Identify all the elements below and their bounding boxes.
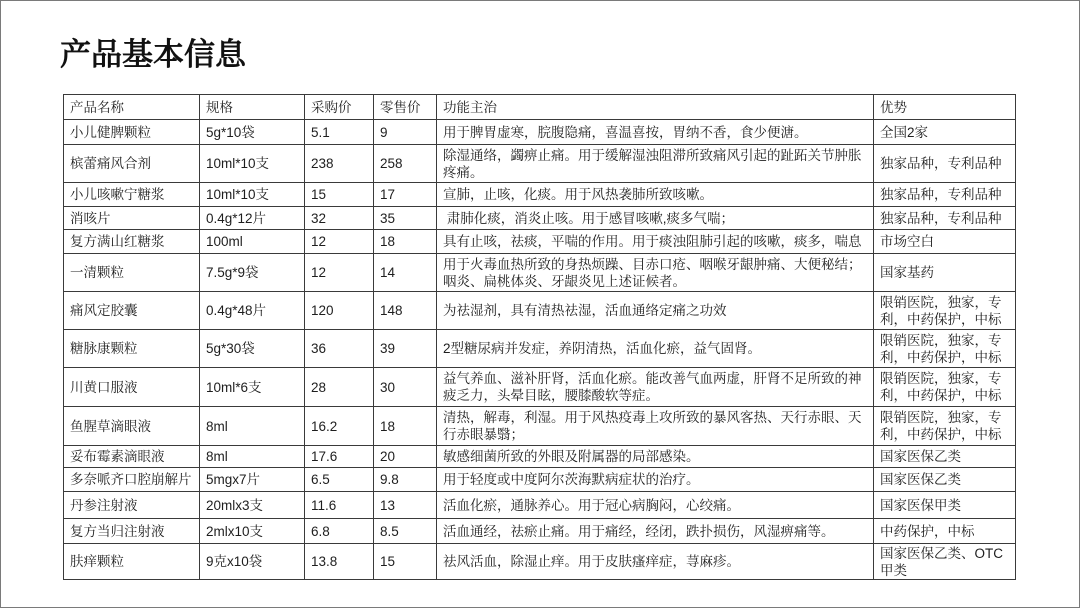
cell-purchase-price: 16.2: [305, 407, 374, 446]
cell-purchase-price: 238: [305, 145, 374, 183]
cell-spec: 0.4g*48片: [200, 292, 305, 330]
cell-product-name: 小儿健脾颗粒: [64, 120, 200, 145]
table-row: [64, 492, 1016, 519]
cell-advantage: 国家医保乙类: [874, 468, 1016, 492]
cell-spec: 10ml*10支: [200, 183, 305, 207]
cell-product-name: 鱼腥草滴眼液: [64, 407, 200, 446]
table-row: [64, 254, 1016, 292]
cell-purchase-price: 6.8: [305, 519, 374, 544]
cell-function: 用于脾胃虚寒，脘腹隐痛，喜温喜按，胃纳不香，食少便溏。: [437, 120, 874, 145]
cell-product-name: 肤痒颗粒: [64, 544, 200, 580]
cell-product-name: 川黄口服液: [64, 368, 200, 407]
cell-retail-price: 14: [374, 254, 437, 292]
header-purchase-price: 采购价: [305, 95, 374, 120]
cell-product-name: 痛风定胶囊: [64, 292, 200, 330]
cell-function: 肃肺化痰，消炎止咳。用于感冒咳嗽,痰多气喘；: [437, 207, 874, 230]
cell-advantage: 独家品种，专利品种: [874, 183, 1016, 207]
cell-retail-price: 30: [374, 368, 437, 407]
cell-retail-price: 15: [374, 544, 437, 580]
cell-advantage: 独家品种，专利品种: [874, 145, 1016, 183]
cell-purchase-price: 32: [305, 207, 374, 230]
cell-function: 清热，解毒，利湿。用于风热疫毒上攻所致的暴风客热、天行赤眼、天行赤眼暴翳；: [437, 407, 874, 446]
cell-retail-price: 148: [374, 292, 437, 330]
cell-retail-price: 13: [374, 492, 437, 519]
cell-purchase-price: 36: [305, 330, 374, 368]
table-row: [64, 407, 1016, 446]
cell-spec: 10ml*6支: [200, 368, 305, 407]
table-row: [64, 330, 1016, 368]
cell-advantage: 国家医保乙类: [874, 446, 1016, 468]
table-row: [64, 519, 1016, 544]
cell-function: 用于火毒血热所致的身热烦躁、目赤口疮、咽喉牙龈肿痛、大便秘结；咽炎、扁桃体炎、牙龈炎见上述证候者。: [437, 254, 874, 292]
cell-spec: 20mlx3支: [200, 492, 305, 519]
header-function: 功能主治: [437, 95, 874, 120]
cell-product-name: 消咳片: [64, 207, 200, 230]
cell-advantage: 国家基药: [874, 254, 1016, 292]
cell-product-name: 小儿咳嗽宁糖浆: [64, 183, 200, 207]
cell-function: 益气养血、滋补肝肾，活血化瘀。能改善气血两虚，肝肾不足所致的神疲乏力，头晕目眩，腰膝酸软等症。: [437, 368, 874, 407]
cell-retail-price: 35: [374, 207, 437, 230]
cell-purchase-price: 28: [305, 368, 374, 407]
cell-retail-price: 8.5: [374, 519, 437, 544]
cell-product-name: 槟蕾痛风合剂: [64, 145, 200, 183]
cell-product-name: 糖脉康颗粒: [64, 330, 200, 368]
cell-product-name: 一清颗粒: [64, 254, 200, 292]
cell-purchase-price: 5.1: [305, 120, 374, 145]
cell-function: 宣肺，止咳，化痰。用于风热袭肺所致咳嗽。: [437, 183, 874, 207]
cell-spec: 0.4g*12片: [200, 207, 305, 230]
header-spec: 规格: [200, 95, 305, 120]
cell-spec: 5mgx7片: [200, 468, 305, 492]
cell-function: 除湿通络，蠲痹止痛。用于缓解湿浊阻滞所致痛风引起的趾跖关节肿胀疼痛。: [437, 145, 874, 183]
cell-retail-price: 258: [374, 145, 437, 183]
cell-function: 2型糖尿病并发症，养阴清热，活血化瘀，益气固肾。: [437, 330, 874, 368]
cell-advantage: 市场空白: [874, 230, 1016, 254]
cell-advantage: 限销医院，独家，专利，中药保护，中标: [874, 407, 1016, 446]
table-row: [64, 230, 1016, 254]
cell-purchase-price: 12: [305, 254, 374, 292]
cell-function: 为祛湿剂，具有清热祛湿，活血通络定痛之功效: [437, 292, 874, 330]
cell-retail-price: 39: [374, 330, 437, 368]
header-product-name: 产品名称: [64, 95, 200, 120]
table-row: [64, 468, 1016, 492]
cell-advantage: 限销医院，独家，专利，中药保护，中标: [874, 330, 1016, 368]
cell-retail-price: 18: [374, 230, 437, 254]
cell-function: 用于轻度或中度阿尔茨海默病症状的治疗。: [437, 468, 874, 492]
cell-spec: 8ml: [200, 446, 305, 468]
cell-purchase-price: 13.8: [305, 544, 374, 580]
cell-spec: 8ml: [200, 407, 305, 446]
cell-function: 敏感细菌所致的外眼及附属器的局部感染。: [437, 446, 874, 468]
cell-advantage: 国家医保甲类: [874, 492, 1016, 519]
table-row: [64, 544, 1016, 580]
table-row: [64, 368, 1016, 407]
cell-advantage: 国家医保乙类、OTC甲类: [874, 544, 1016, 580]
cell-retail-price: 9: [374, 120, 437, 145]
cell-spec: 7.5g*9袋: [200, 254, 305, 292]
cell-spec: 9克x10袋: [200, 544, 305, 580]
cell-product-name: 妥布霉素滴眼液: [64, 446, 200, 468]
cell-function: 活血通经，祛瘀止痛。用于痛经，经闭，跌扑损伤，风湿痹痛等。: [437, 519, 874, 544]
cell-spec: 5g*30袋: [200, 330, 305, 368]
cell-advantage: 中药保护，中标: [874, 519, 1016, 544]
header-advantage: 优势: [874, 95, 1016, 120]
cell-advantage: 限销医院，独家，专利，中药保护，中标: [874, 292, 1016, 330]
cell-retail-price: 18: [374, 407, 437, 446]
table-row: [64, 207, 1016, 230]
cell-purchase-price: 11.6: [305, 492, 374, 519]
table-row: [64, 120, 1016, 145]
cell-advantage: 全国2家: [874, 120, 1016, 145]
table-header-row: [64, 95, 1016, 120]
page-title: 产品基本信息: [60, 37, 246, 72]
cell-retail-price: 17: [374, 183, 437, 207]
cell-product-name: 复方当归注射液: [64, 519, 200, 544]
product-info-table: [63, 94, 1016, 580]
cell-retail-price: 20: [374, 446, 437, 468]
cell-retail-price: 9.8: [374, 468, 437, 492]
cell-purchase-price: 12: [305, 230, 374, 254]
cell-spec: 100ml: [200, 230, 305, 254]
table-row: [64, 145, 1016, 183]
cell-function: 活血化瘀，通脉养心。用于冠心病胸闷，心绞痛。: [437, 492, 874, 519]
cell-purchase-price: 120: [305, 292, 374, 330]
cell-function: 祛风活血，除湿止痒。用于皮肤瘙痒症，荨麻疹。: [437, 544, 874, 580]
cell-product-name: 丹参注射液: [64, 492, 200, 519]
cell-spec: 5g*10袋: [200, 120, 305, 145]
cell-purchase-price: 6.5: [305, 468, 374, 492]
table-row: [64, 292, 1016, 330]
cell-spec: 2mlx10支: [200, 519, 305, 544]
table-row: [64, 446, 1016, 468]
cell-advantage: 限销医院，独家，专利，中药保护，中标: [874, 368, 1016, 407]
table-row: [64, 183, 1016, 207]
cell-spec: 10ml*10支: [200, 145, 305, 183]
cell-product-name: 多奈哌齐口腔崩解片: [64, 468, 200, 492]
cell-purchase-price: 17.6: [305, 446, 374, 468]
cell-purchase-price: 15: [305, 183, 374, 207]
cell-product-name: 复方满山红糖浆: [64, 230, 200, 254]
cell-function: 具有止咳，祛痰，平喘的作用。用于痰浊阻肺引起的咳嗽，痰多，喘息: [437, 230, 874, 254]
header-retail-price: 零售价: [374, 95, 437, 120]
cell-advantage: 独家品种，专利品种: [874, 207, 1016, 230]
